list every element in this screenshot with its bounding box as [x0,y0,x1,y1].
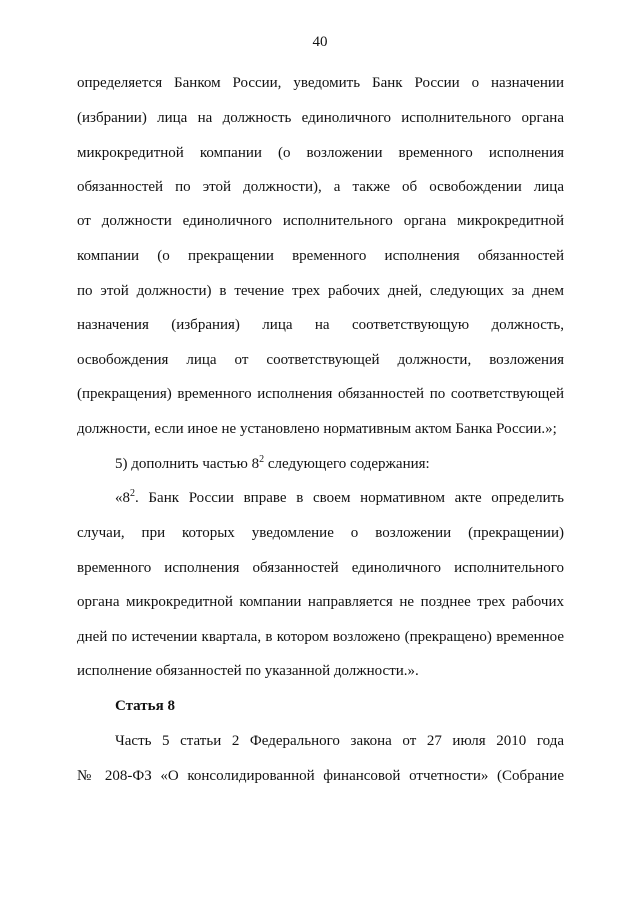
paragraph-line: обязанностей по этой должности), а также об освобождении лица [77,179,564,195]
page-number: 40 [312,34,328,50]
quote-line: органа микрокредитной компании направляется не позднее трех рабочих [77,594,564,610]
paragraph-line: освобождения лица от соответствующей должности, возложения [77,352,564,368]
quote-open: «8 [115,490,130,506]
item-5-line [115,454,564,474]
superscript: 2 [130,488,135,499]
paragraph-line: должности, если иное не установлено нормативным актом Банка России.»; [77,421,557,437]
item-5-text: 5) дополнить частью 8 [115,456,260,472]
quote-line: случаи, при которых уведомление о возложении (прекращении) [77,525,564,541]
paragraph-line: назначения (избрания) лица на соответствующую должность, [77,317,564,333]
paragraph-line: (прекращения) временного исполнения обязанностей по соответствующей [77,386,564,402]
paragraph-line: от должности единоличного исполнительного органа микрокредитной [77,213,564,229]
paragraph-line: по этой должности) в течение трех рабочих дней, следующих за днем [77,283,564,299]
quote-line: дней по истечении квартала, в котором возложено (прекращено) временное [77,629,564,645]
paragraph-line: микрокредитной компании (о возложении временного исполнения [77,145,564,161]
quote-first-text: . Банк России вправе в своем нормативном акте определить [135,490,564,506]
quote-first-line [115,488,564,508]
article-heading: Статья 8 [115,698,175,714]
paragraph-line: (избрании) лица на должность единоличного исполнительного органа [77,110,564,126]
superscript: 2 [259,454,265,465]
paragraph-line: определяется Банком России, уведомить Банк России о назначении [77,75,564,91]
article-line: Часть 5 статьи 2 Федерального закона от 27 июля 2010 года [115,733,564,749]
quote-line: исполнение обязанностей по указанной должности.». [77,663,419,679]
paragraph-line: компании (о прекращении временного исполнения обязанностей [77,248,564,264]
quote-line: временного исполнения обязанностей единоличного исполнительного [77,560,564,576]
article-line: № 208-ФЗ «О консолидированной финансовой отчетности» (Собрание [77,768,564,784]
item-5-text-end: следующего содержания: [264,456,430,472]
